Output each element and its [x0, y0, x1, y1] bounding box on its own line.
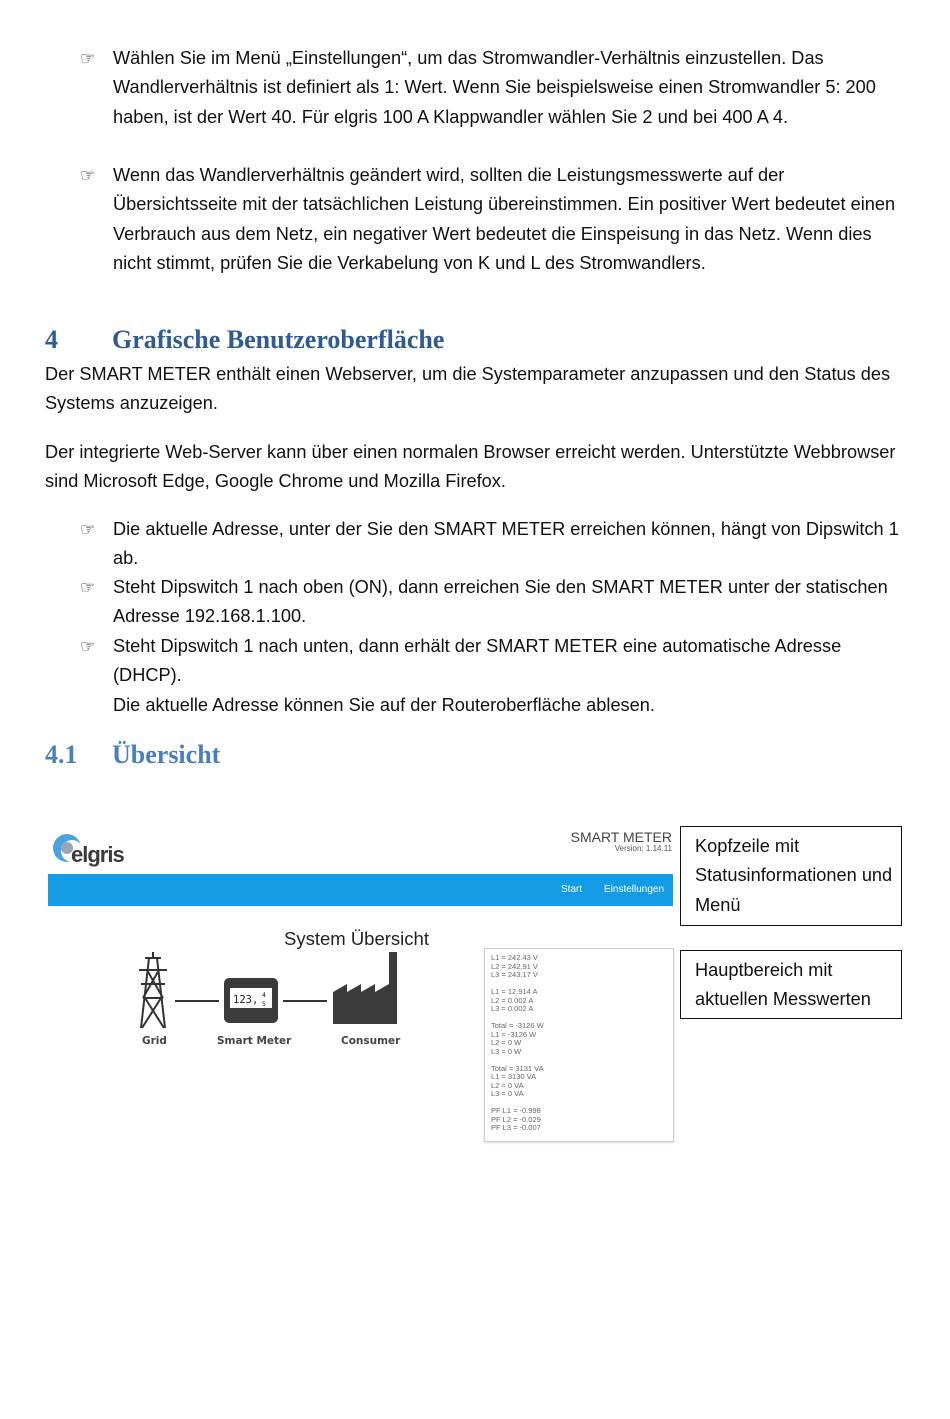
logo-text: elgris	[71, 842, 124, 867]
list-item-text: Die aktuelle Adresse können Sie auf der Routeroberfläche ablesen.	[113, 694, 655, 715]
measurement-value: PF L3 = -0.007	[491, 1123, 541, 1132]
measurement-value: L2 = 0 VA	[491, 1080, 524, 1090]
system-diagram	[127, 948, 417, 1048]
measurement-value: L1 = -3126 W	[491, 1029, 537, 1039]
factory-icon	[333, 952, 397, 1024]
power-pylon-icon	[139, 952, 167, 1028]
measurement-value: L2 = 0 W	[491, 1038, 522, 1047]
pointing-hand-icon: ☞	[80, 637, 96, 656]
measurement-value: PF L2 = -0.029	[491, 1114, 541, 1124]
section-title: Übersicht	[112, 740, 221, 769]
paragraph: Der SMART METER enthält einen Webserver, um die Systemparameter anzupassen und den Status des Systems anzuzeigen.	[45, 364, 891, 414]
measurement-value: PF L1 = -0.998	[491, 1106, 541, 1115]
paragraph: Der integrierte Web-Server kann über einen normalen Browser erreicht werden. Unterstützte Webbrowser sind Microsoft Edge, Google Chrome und Mozilla Firefox.	[45, 442, 896, 492]
section-title: Grafische Benutzeroberfläche	[112, 325, 445, 354]
measurement-value: L1 = 12.914 A	[491, 987, 538, 996]
meter-digit: 5	[262, 1000, 266, 1008]
elgris-logo	[49, 828, 129, 868]
list-item-text: Steht Dipswitch 1 nach unten, dann erhält der SMART METER eine automatische Adresse (DHCP).	[113, 636, 842, 686]
ui-screenshot	[47, 822, 675, 1144]
consumer-label: Consumer	[341, 1035, 401, 1047]
measurement-value: Total = -3126 W	[491, 1021, 544, 1030]
pointing-hand-icon: ☞	[80, 49, 96, 68]
callout-header: Kopfzeile mit Statusinformationen und Menü	[680, 826, 902, 926]
app-version: Version: 1.14.11	[614, 844, 672, 853]
nav-start[interactable]: Start	[561, 884, 583, 895]
measurement-value: L3 = 0 VA	[491, 1089, 524, 1098]
list-item-text: Wenn das Wandlerverhältnis geändert wird, sollten die Leistungsmesswerte auf der Übersichtsseite mit der tatsächlichen Leistung übereinstimmen. Ein positiver Wert bedeutet einen Verbrauch aus dem Netz, ein negativer Wert bedeutet die Einspeisung in das Netz. Wenn dies nicht stimmt, prüfen Sie die Verkabelung von K und L des Stromwandlers.	[113, 165, 896, 273]
smart-meter-label: Smart Meter	[217, 1035, 292, 1047]
measurement-value: L1 = 242.43 V	[491, 953, 538, 962]
list-item	[80, 161, 900, 278]
measurement-value: L2 = 242.91 V	[491, 961, 538, 971]
measurement-value: L1 = 3130 VA	[491, 1072, 537, 1081]
app-title: SMART METER	[570, 829, 672, 845]
subsection-heading	[45, 740, 220, 770]
meter-display: 123,	[233, 994, 259, 1006]
section-number: 4	[45, 325, 58, 354]
navbar	[48, 874, 673, 906]
list-item	[80, 573, 900, 632]
section-heading	[45, 325, 444, 355]
measurement-value: Total = 3131 VA	[491, 1063, 544, 1073]
measurement-value: L3 = 243.17 V	[491, 970, 538, 979]
system-title: System Übersicht	[284, 928, 429, 949]
list-item	[80, 44, 900, 132]
list-item-text: Wählen Sie im Menü „Einstellungen“, um das Stromwandler-Verhältnis einzustellen. Das Wandlerverhältnis ist definiert als 1: Wert. Wenn Sie beispielsweise einen Stromwandler 5: 200 haben, ist der Wert 40. Für elgris 100 A Klappwandler wählen Sie 2 und bei 400 A 4.	[113, 48, 876, 127]
pointing-hand-icon: ☞	[80, 166, 96, 185]
callout-main-area: Hauptbereich mit aktuellen Messwerten	[680, 950, 902, 1019]
list-item	[80, 515, 900, 574]
section-number: 4.1	[45, 740, 78, 769]
meter-digit: 4	[262, 991, 266, 999]
measurement-value: L3 = 0.002 A	[491, 1004, 534, 1013]
grid-label: Grid	[142, 1035, 167, 1047]
pointing-hand-icon: ☞	[80, 520, 96, 539]
pointing-hand-icon: ☞	[80, 578, 96, 597]
measurement-panel	[484, 948, 674, 1142]
list-item-text: Steht Dipswitch 1 nach oben (ON), dann erreichen Sie den SMART METER unter der statischen Adresse 192.168.1.100.	[113, 577, 888, 627]
list-item-text: Die aktuelle Adresse, unter der Sie den SMART METER erreichen können, hängt von Dipswitch 1 ab.	[113, 519, 899, 569]
list-item	[80, 632, 900, 720]
nav-einstellungen[interactable]: Einstellungen	[604, 884, 665, 895]
measurement-value: L3 = 0 W	[491, 1046, 522, 1056]
measurement-value: L2 = 0.002 A	[491, 995, 534, 1005]
